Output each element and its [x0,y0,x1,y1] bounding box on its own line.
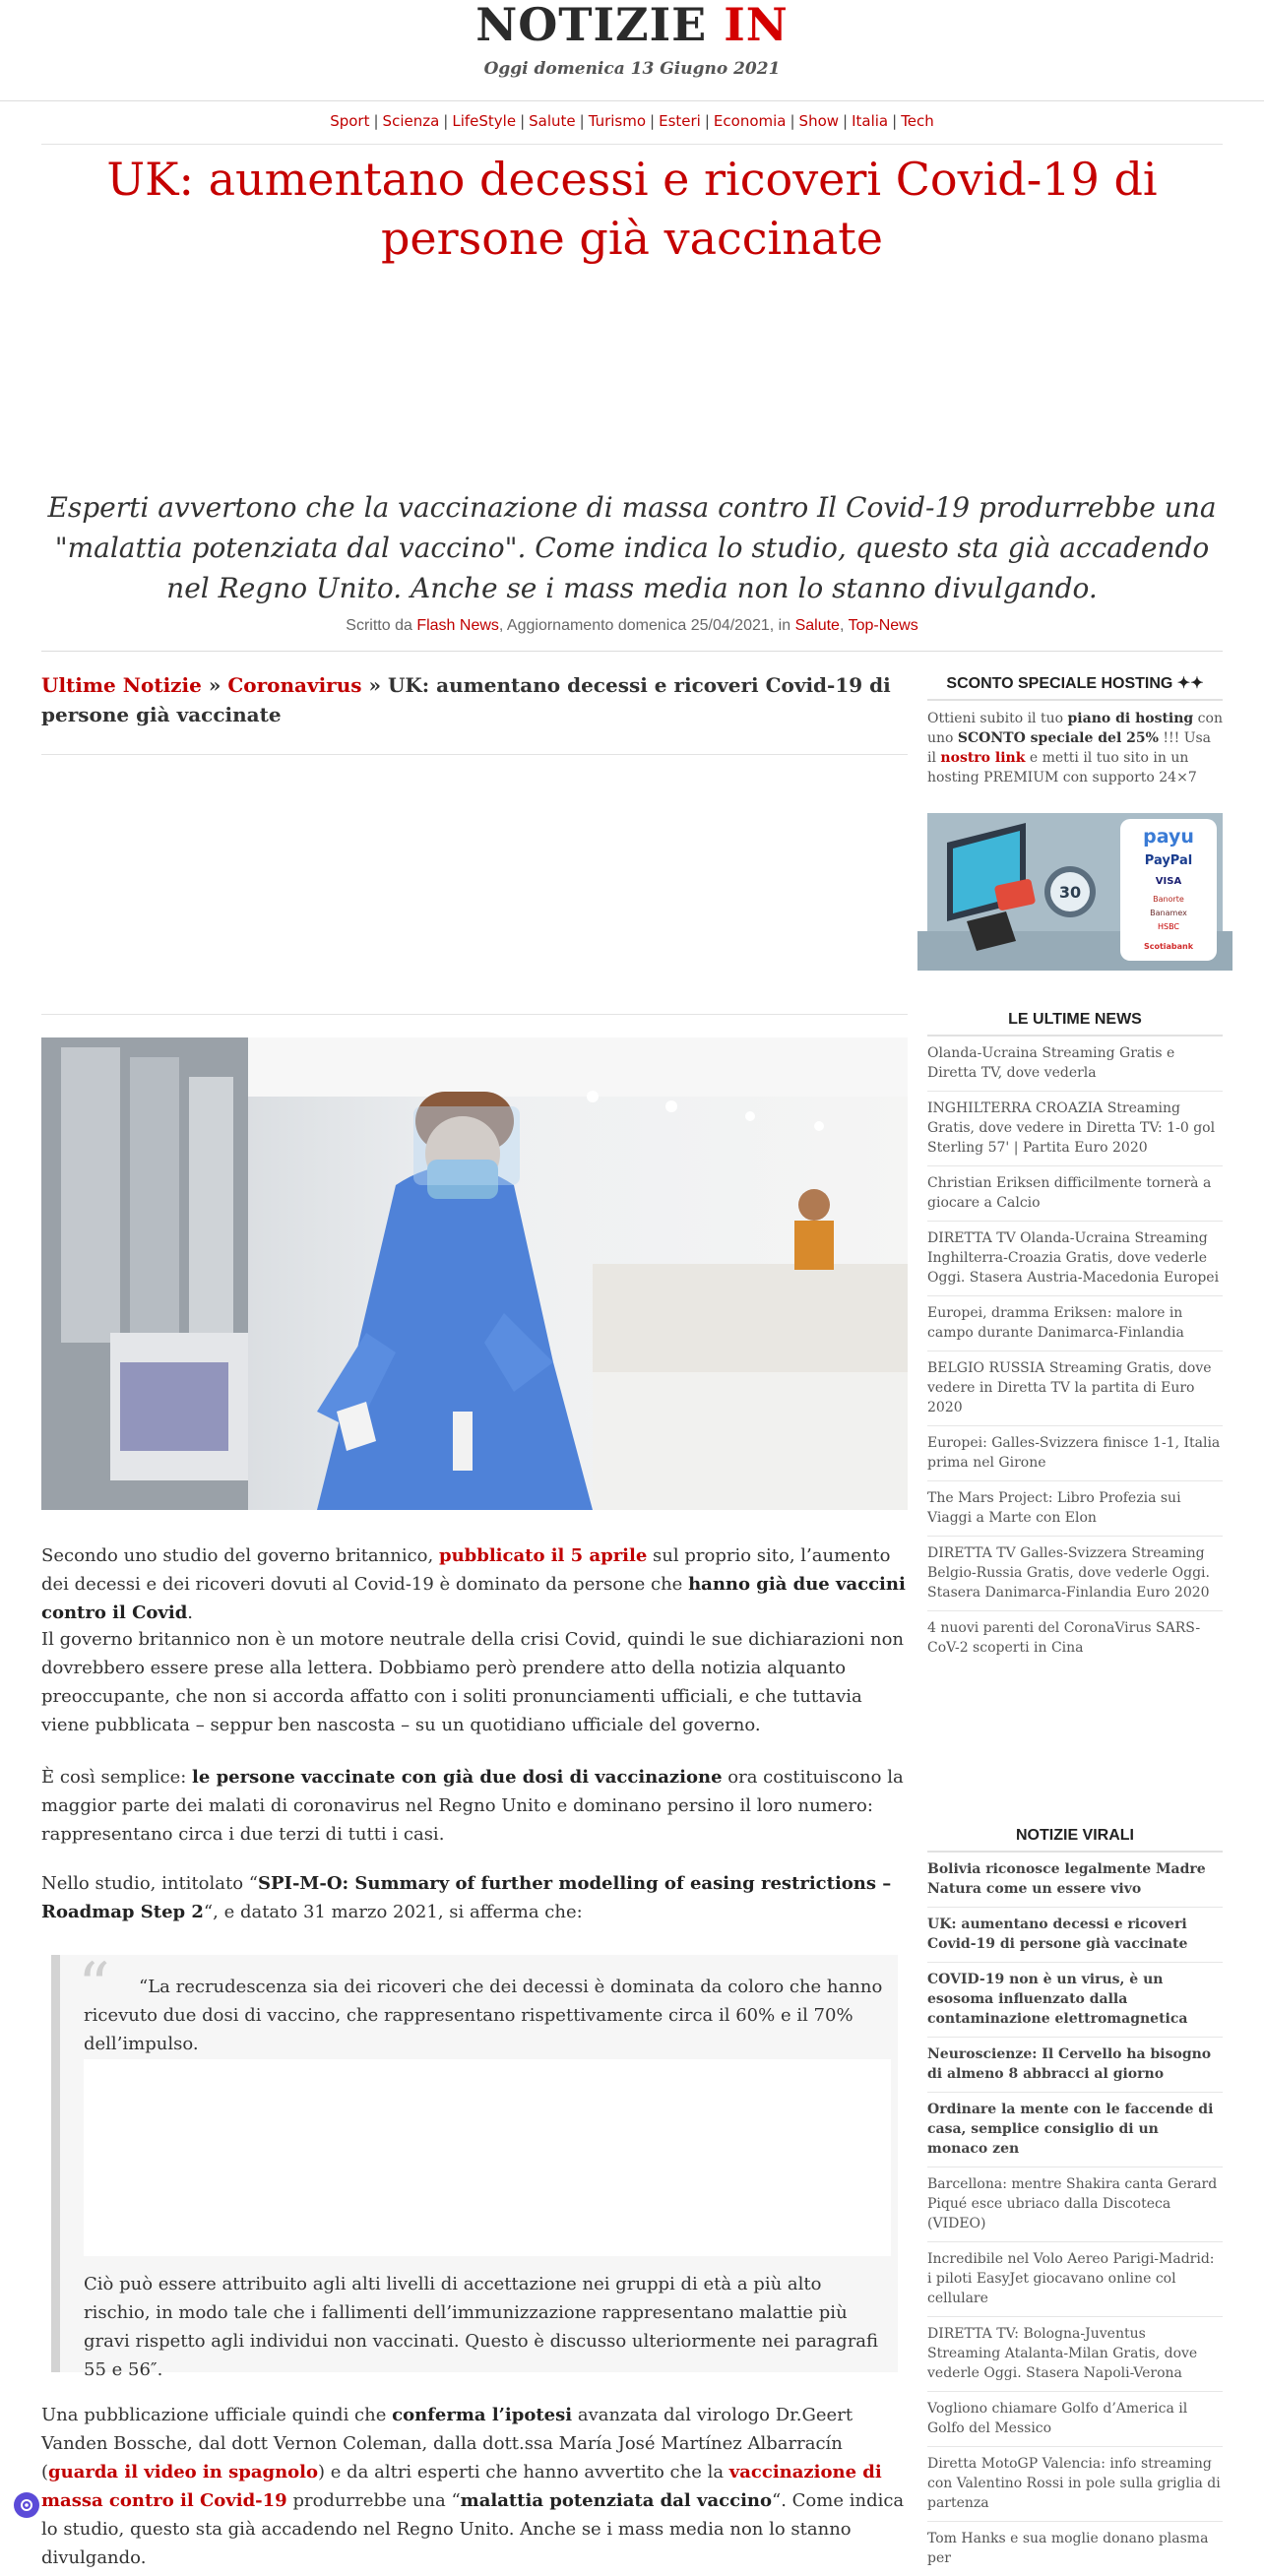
nav-separator: | [892,112,898,130]
nav-item-turismo[interactable]: Turismo [588,112,647,130]
p5-text-d: produrrebbe una “ [292,2490,461,2511]
p3-text-a: È così semplice: [41,1767,187,1788]
nav-separator: | [650,112,656,130]
latest-news-item[interactable]: INGHILTERRA CROAZIA Streaming Gratis, dove vedere in Diretta TV: 1-0 gol Sterling 57' | Partita Euro 2020 [927,1092,1223,1166]
p5-bold-2: malattia potenziata dal vaccino [460,2490,773,2511]
nav-separator: | [579,112,585,130]
p4-text-b: “, e datato 31 marzo 2021, si afferma che: [203,1902,583,1922]
nav-item-esteri[interactable]: Esteri [659,112,701,130]
sidebar-latest-news [927,1011,1223,1665]
nav-item-italia[interactable]: Italia [852,112,889,130]
banner-line-5: Scotiabank [1143,942,1194,951]
hosting-title: SCONTO SPECIALE HOSTING ✦✦ [927,673,1223,701]
nav-item-show[interactable]: Show [798,112,840,130]
hosting-link[interactable]: nostro link [940,750,1026,766]
p5-text-b: avanzata dal virologo Dr.Geert Vanden Bossche, dal dott Vernon Coleman, dalla dott.ssa María José Martínez Albarracín ( [41,2405,853,2482]
nav-separator: | [790,112,795,130]
hosting-text-2: con uno [927,711,1223,746]
breadcrumb-arrow: » [208,673,221,697]
viral-news-item[interactable]: Vogliono chiamare Golfo d’America il Golfo del Messico [927,2392,1223,2447]
nurse-photo-illustration [41,1037,908,1510]
p4-bold: SPI-M-O: Summary of further modelling of easing restrictions – Roadmap Step 2 [41,1873,892,1922]
breadcrumb-home[interactable]: Ultime Notizie [41,673,202,697]
latest-news-item[interactable]: 4 nuovi parenti del CoronaVirus SARS-CoV-2 scoperti in Cina [927,1620,1201,1656]
latest-news-item[interactable]: The Mars Project: Libro Profezia sui Viaggi a Marte con Elon [927,1481,1223,1537]
nav-item-economia[interactable]: Economia [713,112,787,130]
nav-item-lifestyle[interactable]: LifeStyle [452,112,517,130]
byline-sep: , [839,617,845,634]
p5-bold-1: conferma l’ipotesi [392,2405,573,2425]
article-blockquote [51,1950,898,2380]
p1-text-b: sul proprio sito, l’aumento dei decessi e dei ricoveri dovuti al Covid-19 è dominato da persone che [41,1545,891,1595]
ad-bottom-divider [41,1014,908,1015]
p5-video-link[interactable]: guarda il video in spagnolo [48,2462,319,2482]
banner-line-1: VISA [1155,876,1182,887]
nav-separator: | [704,112,710,130]
article-image [41,1037,908,1510]
hosting-bold-1: piano di hosting [1067,711,1194,726]
article-subtitle: Esperti avvertono che la vaccinazione di massa contro Il Covid-19 produrrebbe una "malattia potenziata dal vaccino". Come indica lo studio, questo sta già accadendo nel Regno Unito. Anche se i mass media non lo stanno divulgando. [47,491,1217,604]
viral-news-item[interactable]: DIRETTA TV: Bologna-Juventus Streaming Atalanta-Milan Gratis, dove vederle Oggi. Stasera Napoli-Verona [927,2317,1223,2392]
nav-item-tech[interactable]: Tech [901,112,934,130]
p3-bold: le persone vaccinate con già due dosi di vaccinazione [192,1767,723,1788]
p4-text-a: Nello studio, intitolato “ [41,1873,258,1894]
sidebar-viral-news [927,1827,1223,2576]
logo-main: NOTIZIE [475,0,708,51]
author-link[interactable]: Flash News [416,617,499,634]
quote-paragraph-2: Ciò può essere attribuito agli alti livelli di accettazione nei gruppi di età a più alto rischio, in modo tale che i fallimenti dell’immunizzazione rappresentano malattie più gravi rispetto agli individui non vaccinati. Questo è discusso ulteriormente nei paragrafi 55 e 56″. [84,2274,879,2380]
hosting-text-3: !!! Usa il [927,730,1212,766]
site-header [0,0,1264,101]
nav-item-scienza[interactable]: Scienza [382,112,440,130]
viral-news-item[interactable]: Incredibile nel Volo Aereo Parigi-Madrid: i piloti EasyJet giocavano online col cellulare [927,2242,1223,2317]
gear-icon [14,2492,39,2518]
logo-accent: IN [724,0,789,51]
banner-brand: payu [1143,826,1194,848]
viral-news-item[interactable]: Barcellona: mentre Shakira canta Gerard Piqué esce ubriaco dalla Discoteca (VIDEO) [927,2168,1223,2242]
viral-news-title: NOTIZIE VIRALI [927,1827,1223,1853]
breadcrumb-section[interactable]: Coronavirus [227,673,362,697]
breadcrumb-arrow: » [368,673,381,697]
p1-bold: hanno già due vaccini contro il Covid [41,1574,906,1623]
viral-news-item[interactable]: Ordinare la mente con le faccende di casa, semplice consiglio di un monaco zen [927,2093,1223,2168]
accessibility-button[interactable] [14,2492,39,2518]
article-paragraph-1 [41,1541,908,1627]
ad-top-divider [41,754,908,755]
latest-news-item[interactable]: DIRETTA TV Olanda-Ucraina Streaming Inghilterra-Croazia Gratis, dove vederle Oggi. Stasera Austria-Macedonia Europei [927,1222,1223,1296]
current-date: Oggi domenica 13 Giugno 2021 [483,59,781,79]
hosting-banner[interactable] [927,813,1223,967]
quote-ad-slot [84,2059,891,2256]
p5-text-e: “. Come indica lo studio, questo sta già accadendo nel Regno Unito. Anche se i mass media non lo stanno divulgando. [41,2490,905,2568]
latest-news-item[interactable]: Europei: Galles-Svizzera finisce 1-1, Italia prima nel Girone [927,1426,1223,1481]
article-paragraph-2: Il governo britannico non è un motore neutrale della crisi Covid, quindi le sue dichiarazioni non dovrebbero essere prese alla lettera. Dobbiamo però prendere atto della notizia alquanto preoccupante, che non si accorda affatto con i soliti pronunciamenti ufficiali, e che tuttavia viene pubblicata – seppur ben nascosta – su un quotidiano ufficiale del governo. [41,1629,905,1735]
header-divider [41,651,1223,652]
hosting-text-1: Ottieni subito il tuo [927,711,1064,726]
viral-news-item[interactable]: Neuroscienze: Il Cervello ha bisogno di almeno 8 abbracci al giorno [927,2038,1223,2093]
p3-text-b: ora costituiscono la maggior parte dei malati di coronavirus nel Regno Unito e dominano persino il loro numero: rappresentano circa i due terzi di tutti i casi. [41,1767,904,1845]
p5-text-a: Una pubblicazione ufficiale quindi che [41,2405,387,2425]
nav-item-salute[interactable]: Salute [529,112,576,130]
article-title: UK: aumentano decessi e ricoveri Covid-19 di persone già vaccinate [106,153,1158,265]
banner-line-3: Banamex [1150,909,1187,917]
nav-divider [41,144,1223,145]
p5-vaccination-link[interactable]: vaccinazione di massa contro il Covid-19 [41,2462,882,2511]
nav-item-sport[interactable]: Sport [330,112,370,130]
main-nav [0,112,1264,130]
byline-updated: , Aggiornamento domenica 25/04/2021, in [498,617,791,634]
p1-source-link[interactable]: pubblicato il 5 aprile [438,1545,648,1566]
nav-separator: | [843,112,849,130]
quote-paragraph-1: “La recrudescenza sia dei ricoveri che dei decessi è dominata da coloro che hanno ricevuto due dosi di vaccino, che rappresentano rispettivamente circa il 60% e il 70% dell’impulso. [84,1977,883,2054]
banner-line-0: PayPal [1144,853,1193,868]
p1-text-a: Secondo uno studio del governo britannico, [41,1545,434,1566]
banner-badge: 30 [1058,883,1082,902]
article-byline [0,617,1264,635]
hosting-bold-2: SCONTO speciale del 25% [957,730,1159,746]
article-paragraph-3 [41,1763,908,1849]
category-link-salute[interactable]: Salute [794,617,840,634]
viral-news-item[interactable]: COVID-19 non è un virus, è un esosoma influenzato dalla contaminazione elettromagnetica [927,1963,1223,2038]
sidebar-hosting [927,673,1223,787]
nav-separator: | [443,112,449,130]
breadcrumb-current: UK: aumentano decessi e ricoveri Covid-19 di persone già vaccinate [41,673,891,726]
banner-line-2: Banorte [1153,895,1184,904]
hosting-text-4: e metti il tuo sito in un hosting PREMIUM con supporto 24×7 [927,750,1197,785]
article-paragraph-4 [41,1869,908,1926]
p5-text-c: ) e da altri esperti che hanno avvertito che la [318,2462,725,2482]
byline-prefix: Scritto da [346,617,412,634]
latest-news-title: LE ULTIME NEWS [927,1011,1223,1037]
breadcrumb [41,670,908,729]
viral-news-item[interactable]: Tom Hanks e sua moglie donano plasma per [927,2531,1209,2566]
quote-mark: “ [78,1950,110,2023]
latest-news-list [927,1037,1223,1665]
viral-news-item[interactable]: Bolivia riconosce legalmente Madre Natura come un essere vivo [927,1853,1223,1908]
category-link-top-news[interactable]: Top-News [848,617,918,634]
viral-news-item[interactable]: Diretta MotoGP Valencia: info streaming con Valentino Rossi in pole sulla griglia di partenza [927,2447,1223,2522]
nav-separator: | [373,112,379,130]
viral-news-list [927,1853,1223,2576]
banner-line-4: HSBC [1157,922,1180,931]
hosting-text [927,709,1223,787]
latest-news-item[interactable]: Olanda-Ucraina Streaming Gratis e Diretta TV, dove vederla [927,1037,1223,1092]
latest-news-item[interactable]: Christian Eriksen difficilmente tornerà a giocare a Calcio [927,1166,1223,1222]
latest-news-item[interactable]: BELGIO RUSSIA Streaming Gratis, dove vedere in Diretta TV la partita di Euro 2020 [927,1351,1223,1426]
payment-banner-graphic [927,813,1223,967]
viral-news-item[interactable]: UK: aumentano decessi e ricoveri Covid-19 di persone già vaccinate [927,1908,1223,1963]
article-paragraph-5 [41,2401,908,2572]
site-logo[interactable] [0,0,1264,51]
nav-separator: | [520,112,526,130]
p1-text-c: . [187,1602,194,1623]
latest-news-item[interactable]: Europei, dramma Eriksen: malore in campo durante Danimarca-Finlandia [927,1296,1223,1351]
latest-news-item[interactable]: DIRETTA TV Galles-Svizzera Streaming Belgio-Russia Gratis, dove vederle Oggi. Stasera Danimarca-Finlandia Euro 2020 [927,1537,1223,1611]
